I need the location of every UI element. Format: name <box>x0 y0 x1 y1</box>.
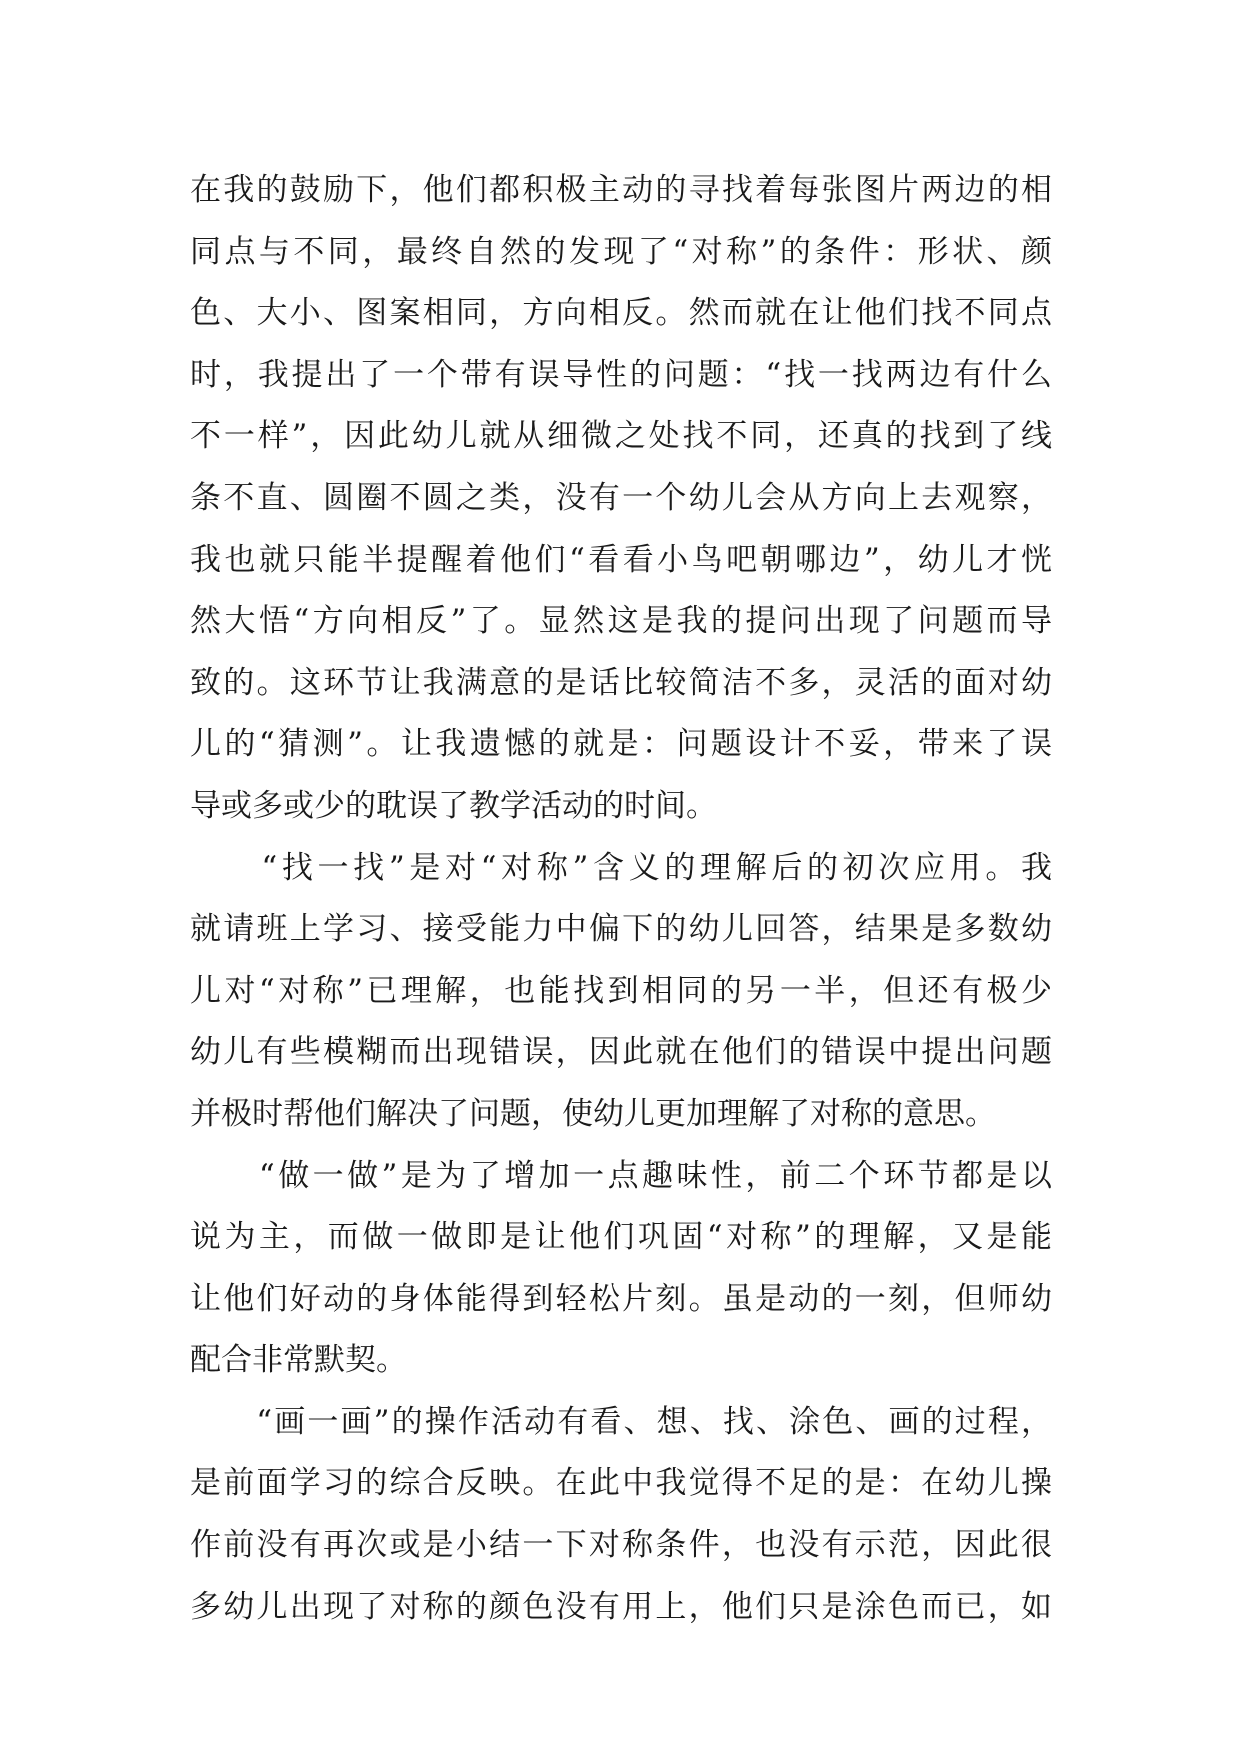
text-line: 就请班上学习、接受能力中偏下的幼儿回答，结果是多数幼 <box>190 911 1052 948</box>
document-body <box>190 160 1052 1638</box>
text-line: 幼儿有些模糊而出现错误，因此就在他们的错误中提出问题 <box>190 1034 1052 1071</box>
text-line: “画一画”的操作活动有看、想、找、涂色、画的过程， <box>190 1403 1052 1440</box>
text-line: 同点与不同，最终自然的发现了“对称”的条件：形状、颜 <box>190 233 1052 270</box>
text-line: 是前面学习的综合反映。在此中我觉得不足的是：在幼儿操 <box>190 1465 1052 1502</box>
text-line: 说为主，而做一做即是让他们巩固“对称”的理解，又是能 <box>190 1219 1052 1256</box>
text-line: 不一样”，因此幼儿就从细微之处找不同，还真的找到了线 <box>190 418 1052 455</box>
text-line: 然大悟“方向相反”了。显然这是我的提问出现了问题而导 <box>190 603 1052 640</box>
text-line: 让他们好动的身体能得到轻松片刻。虽是动的一刻，但师幼 <box>190 1280 1052 1317</box>
text-line: 配合非常默契。 <box>190 1342 407 1379</box>
text-line: “找一找”是对“对称”含义的理解后的初次应用。我 <box>190 849 1052 886</box>
text-line: 时，我提出了一个带有误导性的问题：“找一找两边有什么 <box>190 356 1052 393</box>
text-line: 儿对“对称”已理解，也能找到相同的另一半，但还有极少 <box>190 972 1052 1009</box>
text-line: 色、大小、图案相同，方向相反。然而就在让他们找不同点 <box>190 295 1052 332</box>
text-line: “做一做”是为了增加一点趣味性，前二个环节都是以 <box>190 1157 1052 1194</box>
text-line: 我也就只能半提醒着他们“看看小鸟吧朝哪边”，幼儿才恍 <box>190 541 1052 578</box>
text-line: 导或多或少的耽误了教学活动的时间。 <box>190 787 717 824</box>
text-line: 条不直、圆圈不圆之类，没有一个幼儿会从方向上去观察， <box>190 479 1052 516</box>
text-line: 在我的鼓励下，他们都积极主动的寻找着每张图片两边的相 <box>190 172 1052 208</box>
text-line: 致的。这环节让我满意的是话比较简洁不多，灵活的面对幼 <box>190 664 1052 701</box>
text-line: 并极时帮他们解决了问题，使幼儿更加理解了对称的意思。 <box>190 1095 996 1132</box>
text-line: 作前没有再次或是小结一下对称条件，也没有示范，因此很 <box>190 1527 1052 1564</box>
text-line: 儿的“猜测”。让我遗憾的就是：问题设计不妥，带来了误 <box>190 726 1052 763</box>
text-line: 多幼儿出现了对称的颜色没有用上，他们只是涂色而已，如 <box>190 1588 1052 1625</box>
